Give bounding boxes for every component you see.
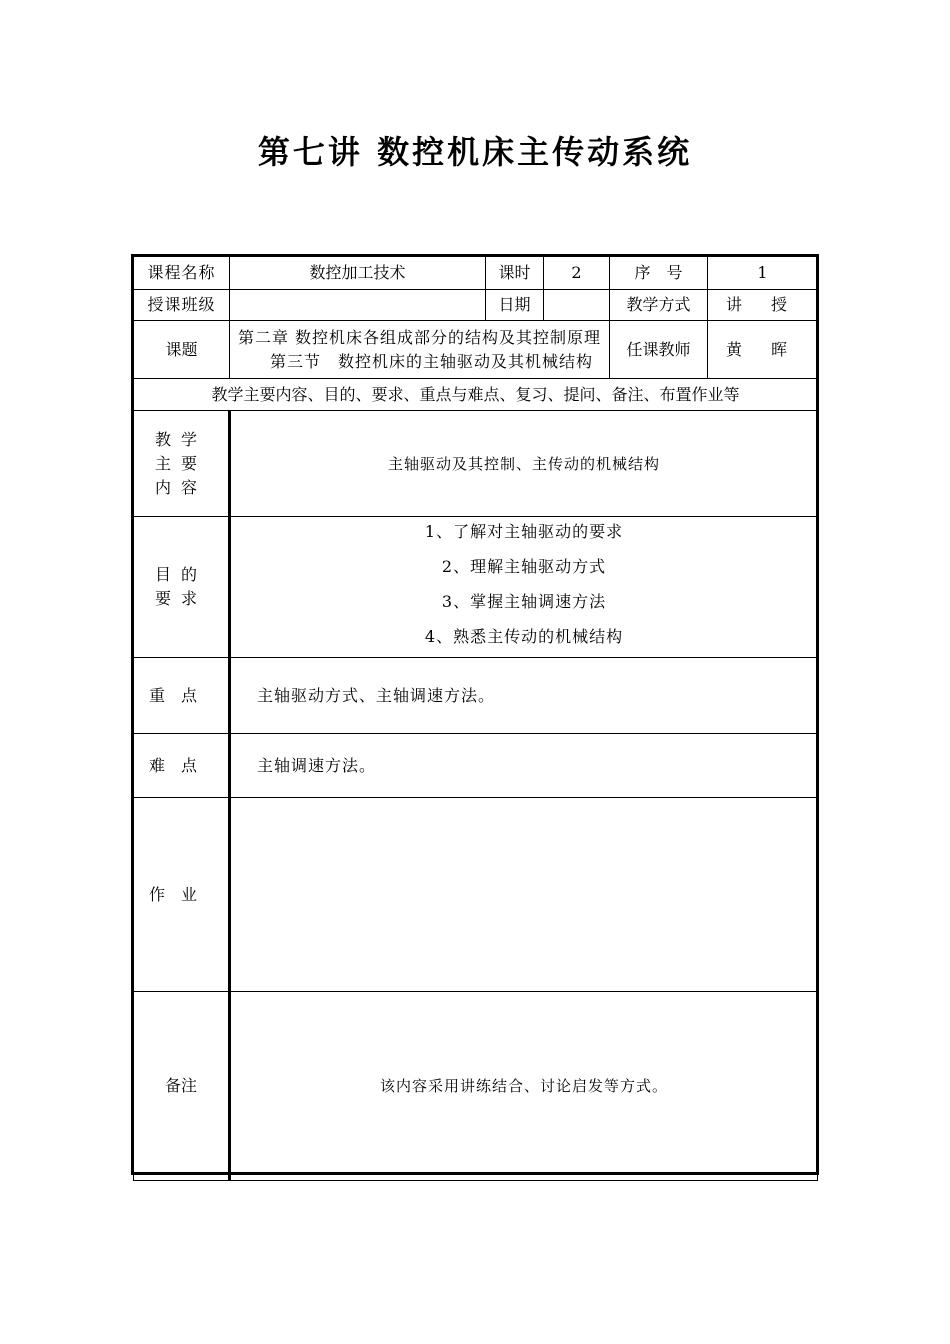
- teacher-value: 黄 晖: [708, 321, 818, 379]
- topic-line-1: 第二章 数控机床各组成部分的结构及其控制原理: [237, 327, 602, 347]
- class-label: 授课班级: [134, 290, 230, 321]
- content-text: 主轴驱动及其控制、主传动的机械结构: [230, 411, 818, 517]
- course-name-value: 数控加工技术: [230, 257, 486, 290]
- list-item: 1、了解对主轴驱动的要求: [424, 522, 624, 541]
- remarks-label: 备注: [134, 992, 230, 1181]
- section-header: 教学主要内容、目的、要求、重点与难点、复习、提问、备注、布置作业等: [134, 379, 818, 411]
- page-title: 第七讲 数控机床主传动系统: [257, 133, 693, 171]
- keypoint-text: 主轴驱动方式、主轴调速方法。: [230, 658, 818, 734]
- list-item: 4、熟悉主传动的机械结构: [424, 627, 624, 646]
- keypoint-label: 重点: [134, 658, 230, 734]
- seq-label: 序 号: [610, 257, 708, 290]
- content-label-line: 主要: [154, 453, 207, 473]
- goals-label-line: 目的: [154, 565, 207, 584]
- content-label-line: 内容: [154, 477, 207, 497]
- list-item: 2、理解主轴驱动方式: [441, 557, 607, 576]
- table-outer-border: [131, 254, 819, 1175]
- difficulty-label: 难点: [134, 734, 230, 798]
- course-name-label: 课程名称: [134, 257, 230, 290]
- topic-label: 课题: [134, 321, 230, 379]
- date-label: 日期: [486, 290, 544, 321]
- content-label-line: 教学: [154, 429, 207, 449]
- method-value: 讲 授: [708, 290, 818, 321]
- difficulty-text: 主轴调速方法。: [230, 734, 818, 798]
- seq-value: 1: [708, 257, 818, 290]
- hours-value: 2: [544, 257, 610, 290]
- topic-line-2: 第三节 数控机床的主轴驱动及其机械结构: [269, 351, 593, 371]
- homework-label: 作业: [134, 798, 230, 992]
- remarks-text: 该内容采用讲练结合、讨论启发等方式。: [230, 992, 818, 1181]
- goals-label-line: 要求: [154, 589, 207, 608]
- teacher-label: 任课教师: [610, 321, 708, 379]
- list-item: 3、掌握主轴调速方法: [441, 592, 607, 611]
- hours-label: 课时: [486, 257, 544, 290]
- method-label: 教学方式: [610, 290, 708, 321]
